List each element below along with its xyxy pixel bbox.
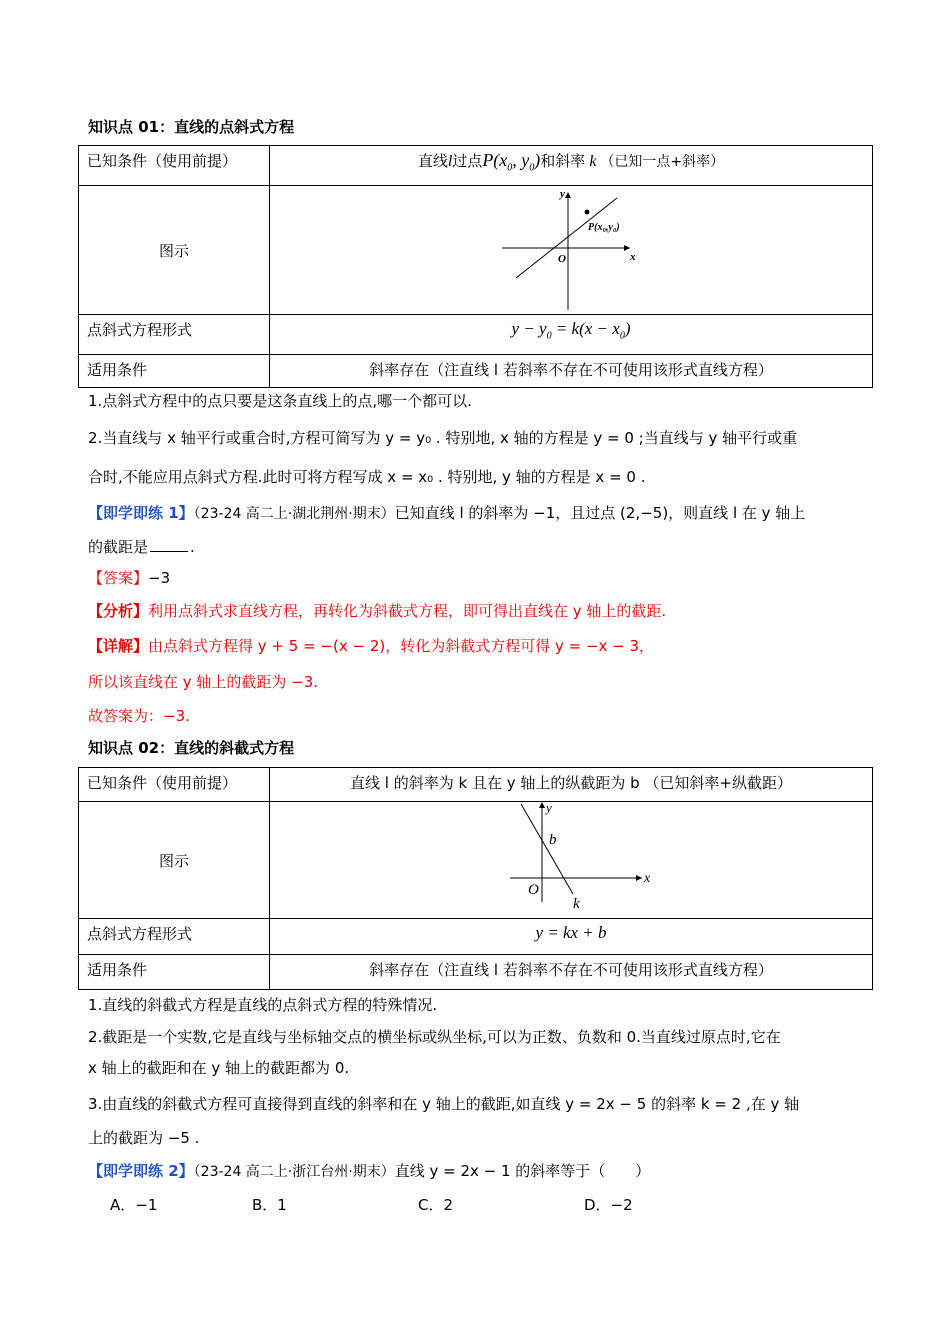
- exercise1-line1: [88, 502, 805, 523]
- note2-1: 1.直线的斜截式方程是直线的点斜式方程的特殊情况.: [88, 996, 438, 1014]
- row-condition-value: 直线l过点$P(x_0$, $y_0$)和斜率 k （已知一点+斜率）: [270, 146, 873, 186]
- row-applicable-value-2: 斜率存在（注直线 l 若斜率不存在不可使用该形式直线方程）: [270, 955, 873, 990]
- note2-3a: 3.由直线的斜截式方程可直接得到直线的斜率和在 y 轴上的截距,如直线 y = 2x − 5 的斜率 k = 2 ,在 y 轴: [88, 1095, 800, 1113]
- x-label-2: x: [644, 871, 651, 886]
- point-slope-figure: [270, 186, 870, 310]
- row-form-value-2: y = kx + b: [270, 919, 873, 955]
- x-label: x: [630, 251, 636, 263]
- note2-2a: 2.截距是一个实数,它是直线与坐标轴交点的横坐标或纵坐标,可以为正数、负数和 0.当直线过原点时,它在: [88, 1028, 781, 1046]
- row-applicable-value: 斜率存在（注直线 l 若斜率不存在不可使用该形式直线方程）: [270, 355, 873, 388]
- row-form-value: $y - y_0 = k(x - x_0)$: [270, 315, 873, 355]
- row-condition-value-2: 直线 l 的斜率为 k 且在 y 轴上的纵截距为 b （已知斜率+纵截距）: [270, 768, 873, 802]
- note2-2b: x 轴上的截距和在 y 轴上的截距都为 0.: [88, 1059, 350, 1077]
- line-k: [521, 804, 573, 894]
- row-figure-label: 图示: [79, 186, 270, 315]
- option-c[interactable]: C．2: [418, 1196, 454, 1214]
- exercise2-line: [88, 1160, 650, 1181]
- detail-line2: 所以该直线在 y 轴上的截距为 −3.: [88, 673, 319, 691]
- option-b[interactable]: B．1: [252, 1196, 287, 1214]
- k-label: k: [573, 896, 580, 912]
- point-slope-table: [78, 145, 873, 388]
- y-arrow-2: [539, 802, 545, 808]
- point-label: P(x₀,y₀): [588, 222, 620, 233]
- note2-3b: 上的截距为 −5 .: [88, 1129, 200, 1147]
- exercise2-tag: 【即学即练 2】: [88, 1162, 194, 1180]
- analysis-tag: 【分析】: [88, 602, 149, 620]
- answer-line: [88, 567, 170, 588]
- origin-label: O: [558, 253, 566, 265]
- row-form-label: 点斜式方程形式: [79, 315, 270, 355]
- y-arrow: [565, 192, 571, 198]
- final-answer: 故答案为：−3.: [88, 707, 190, 725]
- note-2b: 合时,不能应用点斜式方程.此时可将方程写成 x = x₀ . 特别地, y 轴的方程是 x = 0 .: [88, 468, 646, 486]
- origin-label-2: O: [528, 882, 539, 898]
- detail-text: 由点斜式方程得 y + 5 = −(x − 2)，转化为斜截式方程可得 y = −x − 3，: [148, 637, 655, 655]
- answer-tag: 【答案】: [88, 569, 149, 587]
- analysis-line: [88, 600, 666, 621]
- y-label: y: [560, 188, 565, 200]
- point-p: [585, 210, 590, 215]
- note-1: 1.点斜式方程中的点只要是这条直线上的点,哪一个都可以.: [88, 392, 472, 410]
- row-condition-label-2: 已知条件（使用前提）: [79, 768, 270, 802]
- exercise1-tag: 【即学即练 1】: [88, 504, 194, 522]
- exercise1-line2: 的截距是 .: [88, 538, 195, 556]
- line-l: [516, 198, 617, 278]
- x-arrow-2: [636, 875, 642, 881]
- row-figure-cell-2: [270, 802, 873, 919]
- slope-intercept-table: [78, 767, 873, 990]
- exercise1-question: 已知直线 l 的斜率为 −1，且过点 (2,−5)，则直线 l 在 y 轴上: [394, 504, 806, 522]
- row-condition-label: 已知条件（使用前提）: [79, 146, 270, 186]
- b-label: b: [549, 832, 557, 848]
- section2-heading: 知识点 02：直线的斜截式方程: [88, 739, 295, 757]
- row-figure-label-2: 图示: [79, 802, 270, 919]
- slope-intercept-figure: [270, 802, 870, 914]
- detail-line: [88, 635, 654, 656]
- row-applicable-label: 适用条件: [79, 355, 270, 388]
- row-applicable-label-2: 适用条件: [79, 955, 270, 990]
- exercise2-question: 直线 y = 2x − 1 的斜率等于（ ）: [394, 1162, 651, 1180]
- option-a[interactable]: A．−1: [110, 1196, 158, 1214]
- exercise2-source: （23-24 高二上·浙江台州·期末）: [193, 1164, 395, 1180]
- row-form-label-2: 点斜式方程形式: [79, 919, 270, 955]
- note-2a: 2.当直线与 x 轴平行或重合时,方程可简写为 y = y₀ . 特别地, x 轴的方程是 y = 0 ;当直线与 y 轴平行或重: [88, 429, 798, 447]
- answer-blank: [150, 539, 188, 552]
- row-figure-cell: [270, 186, 873, 315]
- section1-heading: 知识点 01：直线的点斜式方程: [88, 118, 295, 136]
- option-d[interactable]: D．−2: [584, 1196, 633, 1214]
- y-label-2: y: [546, 802, 552, 815]
- analysis-text: 利用点斜式求直线方程，再转化为斜截式方程，即可得出直线在 y 轴上的截距.: [148, 602, 667, 620]
- exercise1-source: （23-24 高二上·湖北荆州·期末）: [193, 506, 395, 522]
- answer-value: −3: [148, 569, 171, 587]
- detail-tag: 【详解】: [88, 637, 149, 655]
